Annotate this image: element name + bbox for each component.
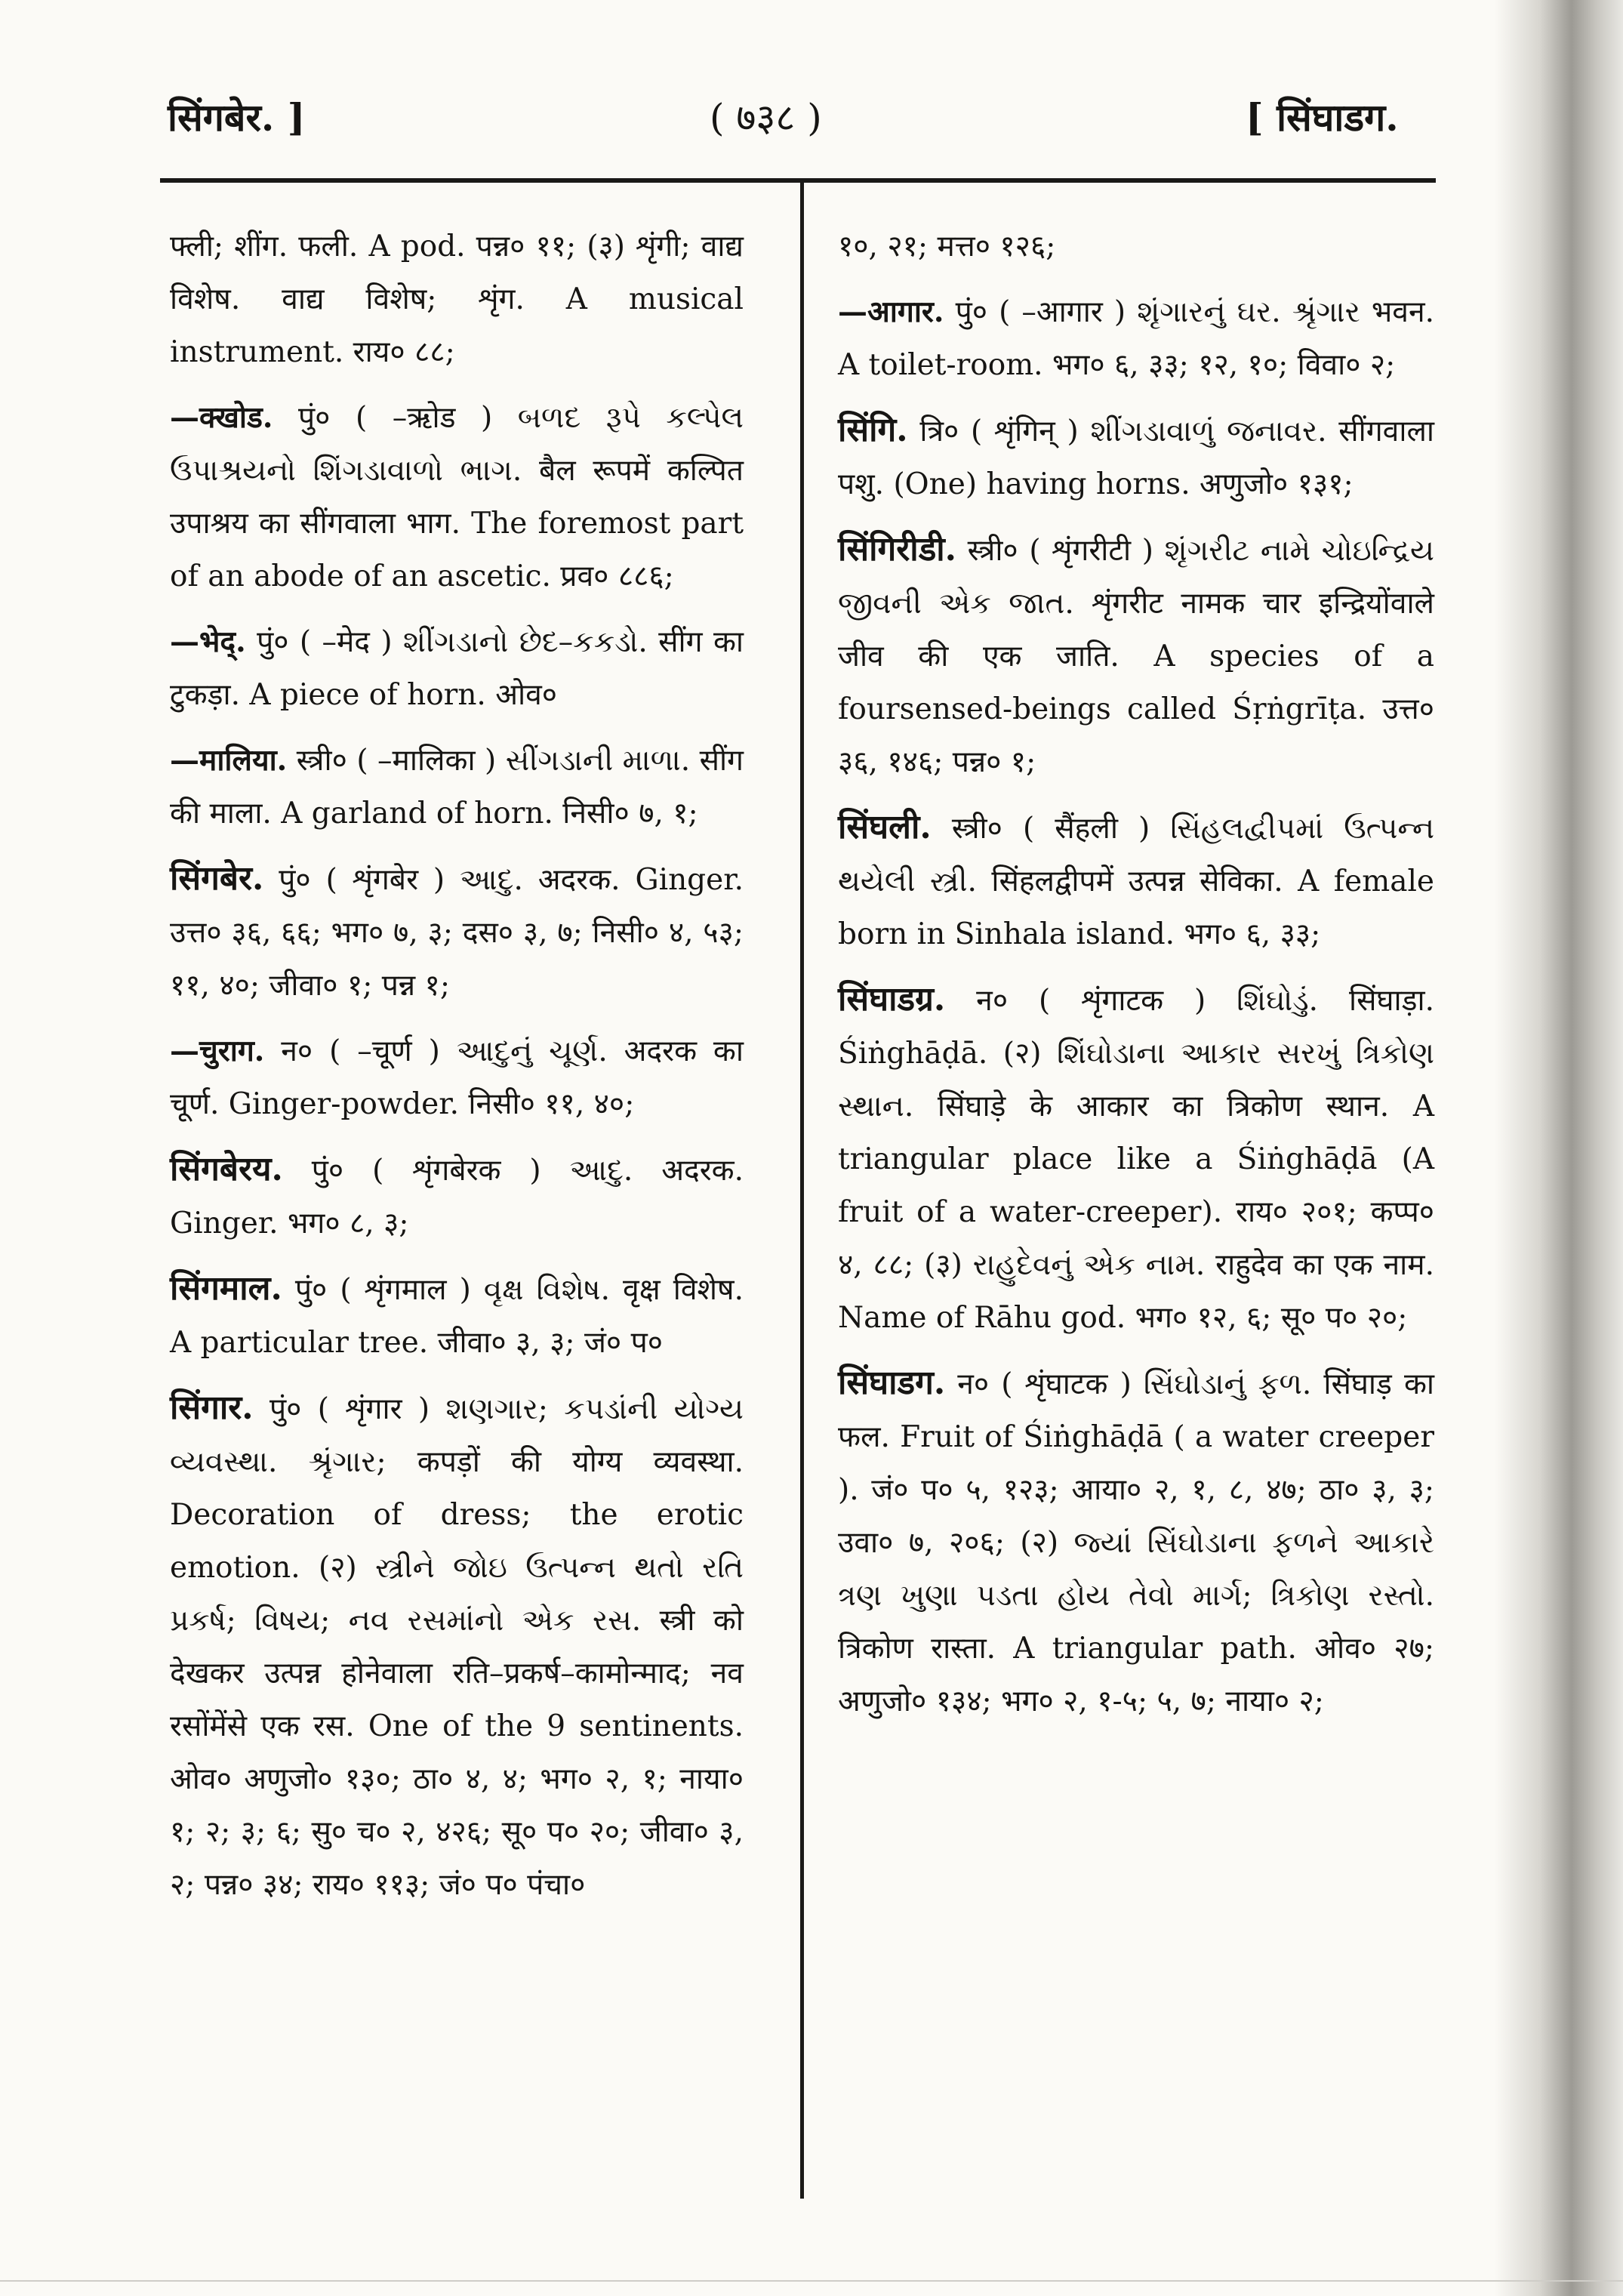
- book-gutter-shadow: [1495, 0, 1623, 2296]
- dictionary-entry: सिंघाडग्र. न० ( शृंगाटक ) શિંઘોડું. सिंघाड़ा. Śiṅghāḍā. (२) શિંઘોડાના આકાર સરખું ત્રિકોણ સ્થાન. सिंघाड़े के आकार का त्रिकोण स्थान. A triangular place like a Śiṅghāḍā (A fruit of a water-creeper). राय० २०१; कप्प० ४, ८८; (३) રાહુદેવનું એક નામ. राहुदेव का एक नाम. Name of Rāhu god. भग० १२, ६; सू० प० २०;: [838, 980, 1434, 1335]
- page-number: ( ७३८ ): [710, 96, 822, 140]
- column-divider: [800, 183, 804, 2199]
- dictionary-entry: सिंगबेरय. पुं० ( शृंगबेरक ) આદુ. अदरक. Ginger. भग० ८, ३;: [170, 1150, 744, 1240]
- dictionary-entry: सिंगमाल. पुं० ( शृंगमाल ) વૃક્ષ વિશેષ. वृक्ष विशेष. A particular tree. जीवा० ३, ३; जं० प०: [170, 1269, 744, 1360]
- header-rule: [160, 178, 1436, 183]
- dictionary-entry: —आगार. पुं० ( –आगार ) શૃંગારનું ઘર. શ્રૃંગાર भवन. A toilet-room. भग० ६, ३३; १२, १०; विवा० २;: [838, 294, 1434, 382]
- dictionary-entry: सिंगिरीडी. स्त्री० ( शृंगरीटी ) શૃંગરીટ નામે ચોઇન્દ્રિય જીવની એક જાત. शृंगरीट नामक चार इन्द्रियोंवाले जीव की एक जाति. A species of a foursensed-beings called Śṛṅgrīṭa. उत्त० ३६, १४६; पन्न० १;: [838, 530, 1434, 779]
- dictionary-entry: सिंघली. स्त्री० ( सैंहली ) સિંહલદ્વીપમાં ઉત્પન્ન થયેલી સ્ત્રી. सिंहलद्वीपमें उत्पन्न सेविका. A female born in Sinhala island. भग० ६, ३३;: [838, 808, 1434, 951]
- running-header: [0, 91, 1623, 159]
- dictionary-entry: सिंघाडग. न० ( शृंघाटक ) સિંઘોડાનું ફળ. सिंघाड़ का फल. Fruit of Śiṅghāḍā ( a water creeper ). जं० प० ५, १२३; आया० २, १, ८, ४७; ठा० ३, ३; उवा० ७, २०६; (२) જ્યાં સિંઘોડાના ફળને આકારે ત્રણ ખુણા પડતા હોય તેવો માર્ગ; ત્રિકોણ રસ્તો. त्रिकोण रास्ता. A triangular path. ओव० २७; अणुजो० १३४; भग० २, १-५; ५, ७; नाया० २;: [838, 1364, 1434, 1718]
- header-left-guideword: सिंगबेर. ]: [168, 95, 306, 140]
- dictionary-entry: —मालिया. स्त्री० ( –मालिका ) સીંગડાની માળા. सींग की माला. A garland of horn. निसी० ७, १;: [170, 743, 744, 831]
- dictionary-entry: सिंगि. त्रि० ( शृंगिन् ) શીંગડાવાળું જનાવર. सींगवाला पशु. (One) having horns. अणुजो० १३१;: [838, 411, 1434, 501]
- dictionary-entry: —क्खोड. पुं० ( –ऋोड ) બળદ રૂપે કલ્પેલ ઉપાશ્રયનો શિંગડાવાળો ભાગ. बैल रूपमें कल्पित उपाश्रय का सींगवाला भाग. The foremost part of an abode of an ascetic. प्रव० ८८६;: [170, 400, 744, 593]
- dictionary-entry: सिंगबेर. पुं० ( शृंगबेर ) આદુ. अदरक. Ginger. उत्त० ३६, ६६; भग० ७, ३; दस० ३, ७; निसी० ४, ५३; ११, ४०; जीवा० १; पन्न १;: [170, 859, 744, 1003]
- dictionary-entry: सिंगार. पुं० ( शृंगार ) શણગાર; કપડાંની યોગ્ય વ્યવસ્થા. શ્રૃંગાર; कपड़ों की योग्य व्यवस्था. Decoration of dress; the erotic emotion. (२) સ્ત્રીને જોઇ ઉત્પન્ન થતો રતિ પ્રકર્ષ; વિષય; નવ રસમાંનો એક રસ. स्त्री को देखकर उत्पन्न होनेवाला रति–प्रकर्ष–कामोन्माद; नव रसोंमेंसे एक रस. One of the 9 sentinents. ओव० अणुजो० १३०; ठा० ४, ४; भग० २, १; नाया० १; २; ३; ६; सु० च० २, ४२६; सू० प० २०; जीवा० ३, २; पन्न० ३४; राय० ११३; जं० प० पंचा०: [170, 1388, 744, 1902]
- dictionary-entry: १०, २१; मत्त० १२६;: [838, 230, 1056, 264]
- page-bottom-edge: [0, 2280, 1623, 2282]
- dictionary-entry: —भेद्. पुं० ( –मेद ) શીંગડાનો છેદ–કકડો. सींग का टुकड़ा. A piece of horn. ओव०: [170, 624, 744, 712]
- dictionary-entry: फ्ली; शींग. फली. A pod. पन्न० ११; (३) शृंगी; वाद्य विशेष. वाद्य विशेष; शृंग. A musical instrument. राय० ८८;: [170, 230, 744, 369]
- dictionary-entry: —चुराग. न० ( –चूर्ण ) આદુનું ચૂર્ણ. अदरक का चूर्ण. Ginger-powder. निसी० ११, ४०;: [170, 1034, 744, 1121]
- left-column: [170, 219, 744, 1924]
- header-right-guideword: [ सिंघाडग.: [1246, 95, 1399, 140]
- right-column: [838, 219, 1434, 1740]
